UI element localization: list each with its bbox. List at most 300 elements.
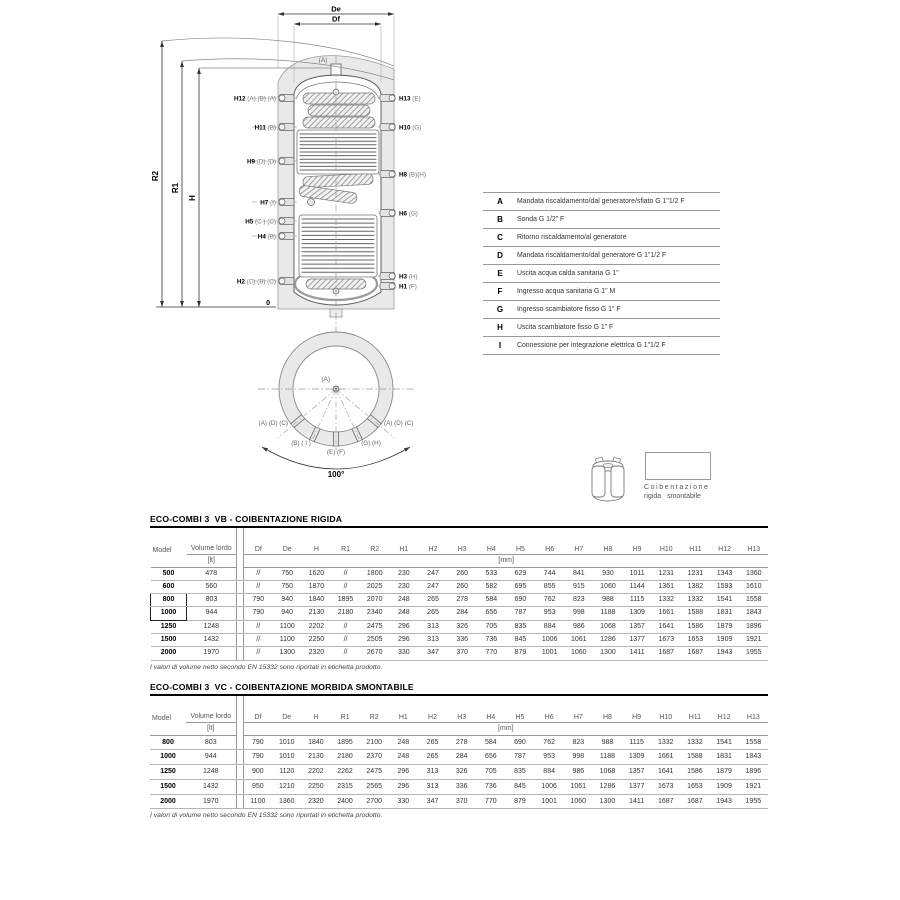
- dim-cell: 347: [418, 794, 447, 809]
- dim-cell: //: [331, 580, 360, 593]
- dim-cell: 296: [389, 765, 418, 780]
- unit-mm: [mm]: [244, 554, 769, 567]
- volume-cell: 1248: [186, 765, 236, 780]
- unit-row: [150, 722, 768, 735]
- column-separator: [237, 607, 244, 620]
- dim-cell: 930: [593, 567, 622, 580]
- dim-cell: 370: [448, 647, 477, 660]
- legend-description: Ingresso acqua sanitaria G 1" M: [517, 287, 616, 295]
- dim-cell: 296: [389, 620, 418, 633]
- dim-cell: //: [331, 633, 360, 646]
- col-dim: H1: [389, 696, 418, 722]
- port-nozzle-cap: [279, 158, 285, 164]
- dim-cell: 1061: [564, 779, 593, 794]
- col-dim: R2: [360, 528, 389, 554]
- legend-key: C: [497, 233, 503, 242]
- legend-key: G: [496, 305, 504, 314]
- dim-cell: 770: [477, 647, 506, 660]
- port-label: H6 (G): [399, 210, 418, 218]
- dim-cell: 1558: [739, 594, 768, 607]
- legend-key: F: [497, 287, 503, 296]
- table-vb-rigid: [150, 514, 768, 671]
- col-dim: H11: [681, 528, 710, 554]
- volume-cell: 1970: [187, 647, 237, 660]
- dim-cell: 2180: [331, 607, 360, 620]
- dim-cell: 787: [505, 750, 534, 765]
- dim-cell: 313: [418, 765, 447, 780]
- dim-cell: 1909: [710, 633, 739, 646]
- legend-row: [483, 228, 720, 246]
- dim-cell: 790: [244, 594, 273, 607]
- col-dim: H6: [535, 696, 564, 722]
- dim-cell: 284: [447, 750, 476, 765]
- dim-cell: 690: [505, 735, 534, 750]
- legend-key: A: [497, 197, 503, 206]
- dim-cell: 2315: [330, 779, 359, 794]
- port-nozzle-cap: [279, 124, 285, 130]
- dim-cell: 1144: [623, 580, 652, 593]
- dim-cell: 265: [418, 750, 447, 765]
- dim-cell: 1377: [622, 779, 651, 794]
- dim-cell: 790: [243, 750, 272, 765]
- model-cell: 2000: [151, 647, 187, 660]
- dim-cell: 336: [448, 633, 477, 646]
- table-row: [150, 735, 768, 750]
- legend-description: Uscita acqua calda sanitaria G 1": [517, 269, 619, 277]
- volume-cell: 944: [186, 750, 236, 765]
- column-separator: [237, 528, 244, 567]
- col-dim: Df: [243, 696, 272, 722]
- port-label: H7 (I): [260, 199, 276, 207]
- unit-blank: [151, 554, 187, 567]
- dim-cell: 330: [389, 794, 418, 809]
- dim-cell: 2130: [301, 750, 330, 765]
- dim-cell: 247: [418, 567, 447, 580]
- model-cell: 1250: [151, 620, 187, 633]
- dim-cell: 845: [505, 779, 534, 794]
- dim-cell: 248: [389, 735, 418, 750]
- port-nozzle-cap: [389, 273, 395, 279]
- table-title: ECO-COMBI 3 VB - COIBENTAZIONE RIGIDA: [150, 514, 768, 528]
- dim-cell: 1377: [623, 633, 652, 646]
- dim-cell: 1010: [272, 750, 301, 765]
- dim-cell: 1068: [593, 620, 622, 633]
- dim-cell: 1921: [739, 779, 768, 794]
- dim-cell: 988: [593, 594, 622, 607]
- insulation-plate-icon: [645, 452, 711, 480]
- dim-cell: 1588: [681, 607, 710, 620]
- port-nozzle-cap: [389, 210, 395, 216]
- dim-cell: 950: [243, 779, 272, 794]
- dim-cell: 1800: [360, 567, 389, 580]
- dim-cell: 1100: [243, 794, 272, 809]
- dim-cell: 260: [448, 580, 477, 593]
- dim-cell: 248: [389, 607, 418, 620]
- legend-row: [483, 264, 720, 282]
- col-dim: H3: [447, 696, 476, 722]
- dim-cell: 986: [564, 765, 593, 780]
- dim-cell: 247: [418, 580, 447, 593]
- dim-cell: 1060: [564, 794, 593, 809]
- dim-cell: 1653: [681, 633, 710, 646]
- bottom-view-port-label: (E) (F): [326, 449, 346, 456]
- dim-cell: 1843: [739, 607, 768, 620]
- dim-cell: 1921: [739, 633, 768, 646]
- dim-cell: 762: [535, 594, 564, 607]
- dim-cell: 1831: [710, 750, 739, 765]
- col-model: Model: [152, 715, 172, 722]
- port-label: H4 (B): [257, 233, 276, 241]
- col-volume: Volume lordo: [186, 696, 236, 722]
- port-label: H5 (C ) (C): [245, 218, 276, 226]
- model-cell: 1500: [151, 633, 187, 646]
- dim-cell: 1955: [739, 794, 768, 809]
- col-dim: H11: [680, 696, 709, 722]
- dim-cell: 953: [535, 607, 564, 620]
- dim-cell: 265: [418, 594, 447, 607]
- dim-cell: 988: [593, 735, 622, 750]
- port-label: H12 (A) (B) (A): [234, 95, 276, 103]
- coil-band: [303, 93, 375, 104]
- port-label: H2 (C) (B) (C): [236, 278, 276, 286]
- legend-description: Mandata riscaldamento/dal generatore/sfiato G 1"1/2 F: [517, 197, 685, 205]
- dim-cell: 265: [418, 735, 447, 750]
- dim-cell: 2475: [360, 765, 389, 780]
- dim-cell: 584: [477, 594, 506, 607]
- dim-cell: 750: [273, 567, 302, 580]
- dim-cell: 1309: [623, 607, 652, 620]
- col-dim: H5: [505, 696, 534, 722]
- dim-cell: 347: [418, 647, 447, 660]
- port-label: H8 (B)(H): [399, 171, 426, 179]
- port-nozzle-cap: [279, 278, 285, 284]
- model-cell: 800: [150, 735, 186, 750]
- legend-key: E: [497, 269, 503, 278]
- model-cell: 2000: [150, 794, 186, 809]
- dim-cell: 1541: [710, 735, 739, 750]
- col-dim: H12: [710, 528, 739, 554]
- dim-cell: 1586: [681, 620, 710, 633]
- dim-cell: 326: [448, 620, 477, 633]
- dim-cell: 284: [448, 607, 477, 620]
- dim-cell: //: [244, 620, 273, 633]
- port-nozzle-cap: [389, 171, 395, 177]
- dim-cell: 915: [564, 580, 593, 593]
- dim-cell: 1001: [535, 647, 564, 660]
- dim-cell: 2400: [330, 794, 359, 809]
- dim-cell: 2202: [301, 765, 330, 780]
- col-dim: H10: [651, 696, 680, 722]
- zero-label: 0: [266, 300, 270, 307]
- volume-cell: 560: [187, 580, 237, 593]
- model-cell: 1250: [150, 765, 186, 780]
- dim-cell: 1100: [273, 633, 302, 646]
- col-dim: H3: [448, 528, 477, 554]
- h-label: H: [188, 195, 197, 201]
- dim-cell: 744: [535, 567, 564, 580]
- legend-row: [483, 336, 720, 355]
- dim-cell: 750: [273, 580, 302, 593]
- dim-cell: 1060: [564, 647, 593, 660]
- col-dim: Df: [244, 528, 273, 554]
- dim-cell: 2180: [330, 750, 359, 765]
- dim-cell: 2250: [302, 633, 331, 646]
- dim-cell: 330: [389, 647, 418, 660]
- dim-cell: 1955: [739, 647, 768, 660]
- dim-cell: 336: [447, 779, 476, 794]
- col-dim: H1: [389, 528, 418, 554]
- table-row: [151, 633, 769, 646]
- dim-cell: 2262: [330, 765, 359, 780]
- legend-row: [483, 210, 720, 228]
- dim-cell: 1286: [593, 779, 622, 794]
- dim-cell: 823: [564, 594, 593, 607]
- dim-cell: 835: [506, 620, 535, 633]
- dim-cell: 1641: [652, 620, 681, 633]
- port-nozzle-cap: [389, 124, 395, 130]
- dim-cell: 296: [389, 779, 418, 794]
- col-dim: H2: [418, 528, 447, 554]
- dim-cell: 1840: [302, 594, 331, 607]
- legend-description: Ingresso scambiatore fisso G 1" F: [517, 305, 621, 313]
- dim-cell: //: [331, 567, 360, 580]
- volume-cell: 1248: [187, 620, 237, 633]
- r2-label: R2: [151, 170, 160, 182]
- dim-cell: 953: [535, 750, 564, 765]
- insulation-caption-line2: rigida smontabile: [644, 493, 701, 500]
- dim-cell: 884: [535, 765, 564, 780]
- dim-cell: 823: [564, 735, 593, 750]
- dim-cell: 1001: [535, 794, 564, 809]
- legend-key: H: [497, 323, 503, 332]
- dim-cell: 248: [389, 594, 418, 607]
- port-nozzle-cap: [389, 283, 395, 289]
- dim-cell: //: [244, 580, 273, 593]
- dim-cell: 2700: [360, 794, 389, 809]
- dim-cell: 1360: [739, 567, 768, 580]
- col-dim: H10: [652, 528, 681, 554]
- dim-cell: 1943: [710, 647, 739, 660]
- dim-cell: 940: [273, 607, 302, 620]
- dim-cell: 1541: [710, 594, 739, 607]
- dim-cell: 1687: [652, 647, 681, 660]
- dim-cell: 1588: [680, 750, 709, 765]
- table-footnote: I valori di volume netto secondo EN 15332 sono riportati in etichetta prodotto.: [150, 663, 383, 671]
- legend-row: [483, 192, 720, 210]
- dim-cell: 940: [273, 594, 302, 607]
- dim-cell: 248: [389, 750, 418, 765]
- dim-cell: 230: [389, 580, 418, 593]
- dim-cell: 770: [476, 794, 505, 809]
- dim-cell: //: [244, 647, 273, 660]
- col-volume: Volume lordo: [187, 528, 237, 554]
- dim-cell: 2025: [360, 580, 389, 593]
- dim-cell: 326: [447, 765, 476, 780]
- dim-cell: 1210: [272, 779, 301, 794]
- legend-row: [483, 300, 720, 318]
- dim-cell: 1120: [272, 765, 301, 780]
- dim-cell: 2320: [302, 647, 331, 660]
- dim-cell: 2202: [302, 620, 331, 633]
- r1-label: R1: [171, 182, 180, 194]
- dim-cell: 1332: [680, 735, 709, 750]
- dim-cell: 582: [477, 580, 506, 593]
- col-dim: De: [272, 696, 301, 722]
- dim-cell: 1895: [331, 594, 360, 607]
- port-label: H9 (D) (D): [246, 158, 276, 166]
- dim-cell: 1010: [272, 735, 301, 750]
- dim-cell: 1011: [623, 567, 652, 580]
- dim-cell: 1641: [651, 765, 680, 780]
- dim-cell: 1586: [680, 765, 709, 780]
- legend-description: Uscita scambiatore fisso G 1" F: [517, 323, 614, 331]
- dim-cell: 1895: [330, 735, 359, 750]
- dim-cell: 1411: [622, 794, 651, 809]
- port-nozzle-cap: [279, 199, 285, 205]
- coil-connector: [308, 199, 315, 206]
- dim-cell: //: [331, 620, 360, 633]
- model-cell: 800: [151, 594, 187, 607]
- dim-cell: 2505: [360, 633, 389, 646]
- column-separator: [236, 765, 243, 780]
- dim-cell: 1896: [739, 765, 768, 780]
- dim-cell: 1188: [593, 750, 622, 765]
- column-separator: [237, 594, 244, 607]
- dim-cell: 1231: [681, 567, 710, 580]
- dim-cell: 656: [477, 607, 506, 620]
- dim-cell: 2130: [302, 607, 331, 620]
- dim-cell: 1840: [301, 735, 330, 750]
- insulation-caption-line1: Coibentazione: [644, 484, 710, 491]
- column-separator: [236, 750, 243, 765]
- col-dim: H8: [593, 528, 622, 554]
- dim-cell: 629: [506, 567, 535, 580]
- dim-cell: 1558: [739, 735, 768, 750]
- dim-cell: 1309: [622, 750, 651, 765]
- col-dim: H9: [622, 696, 651, 722]
- port-nozzle-cap: [279, 95, 285, 101]
- volume-cell: 478: [187, 567, 237, 580]
- table-row: [150, 765, 768, 780]
- dim-cell: 1673: [651, 779, 680, 794]
- dim-cell: 1360: [272, 794, 301, 809]
- col-model: Model: [152, 547, 172, 554]
- dimension-table: [150, 696, 768, 809]
- volume-cell: 1970: [186, 794, 236, 809]
- col-dim: H6: [535, 528, 564, 554]
- dim-cell: 1943: [710, 794, 739, 809]
- legend-description: Sonda G 1/2" F: [517, 215, 565, 223]
- table-row: [150, 794, 768, 809]
- legend-row: [483, 246, 720, 264]
- top-port-label: (A): [318, 57, 328, 64]
- model-cell: 1000: [150, 750, 186, 765]
- dim-cell: 1300: [593, 647, 622, 660]
- dim-cell: 879: [506, 647, 535, 660]
- dim-cell: 736: [476, 779, 505, 794]
- dim-cell: 879: [505, 794, 534, 809]
- dim-cell: 1361: [652, 580, 681, 593]
- dim-cell: //: [331, 647, 360, 660]
- unit-mm: [mm]: [243, 722, 768, 735]
- table-row: [151, 647, 769, 660]
- column-separator: [237, 647, 244, 660]
- col-dim: H13: [739, 528, 768, 554]
- col-dim: R1: [330, 696, 359, 722]
- volume-cell: 1432: [186, 779, 236, 794]
- legend-key: I: [498, 341, 502, 350]
- dim-cell: 2370: [360, 750, 389, 765]
- dim-cell: 845: [506, 633, 535, 646]
- unit-blank: [150, 722, 186, 735]
- legend-row: [483, 282, 720, 300]
- table-row: [151, 594, 769, 607]
- dim-cell: 1879: [710, 765, 739, 780]
- dim-cell: 1100: [273, 620, 302, 633]
- bottom-view-port-label: (G) (H): [361, 440, 381, 447]
- dim-cell: 1357: [622, 765, 651, 780]
- unit-lt: [lt]: [186, 722, 236, 735]
- dim-cell: 1661: [652, 607, 681, 620]
- col-dim: H9: [623, 528, 652, 554]
- table-row: [151, 580, 769, 593]
- insulation-shells-icon: [586, 455, 630, 503]
- dim-cell: 1687: [680, 794, 709, 809]
- header-row: [151, 528, 769, 554]
- dim-cell: 313: [418, 633, 447, 646]
- bottom-view-port-label: (A) (D) (C): [258, 420, 288, 427]
- dim-cell: 1673: [652, 633, 681, 646]
- dim-cell: 835: [505, 765, 534, 780]
- dim-cell: 1115: [623, 594, 652, 607]
- volume-cell: 803: [187, 594, 237, 607]
- dim-cell: 1300: [593, 794, 622, 809]
- col-dim: H8: [593, 696, 622, 722]
- dim-cell: 790: [244, 607, 273, 620]
- dim-cell: 884: [535, 620, 564, 633]
- col-dim: H7: [564, 528, 593, 554]
- dim-cell: 584: [476, 735, 505, 750]
- model-cell: 1000: [151, 607, 187, 620]
- legend-description: Mandata riscaldamento/dal generatore G 1"1/2 F: [517, 251, 667, 259]
- dim-cell: 2565: [360, 779, 389, 794]
- dim-cell: 695: [506, 580, 535, 593]
- dim-cell: 1411: [623, 647, 652, 660]
- dimension-table: [150, 528, 768, 661]
- dim-cell: 533: [477, 567, 506, 580]
- tank-diagram: [145, 5, 435, 500]
- col-dim: H2: [418, 696, 447, 722]
- dim-cell: 900: [243, 765, 272, 780]
- dim-cell: 690: [506, 594, 535, 607]
- bottom-view-port-label: (B) ( I ): [291, 440, 311, 447]
- coil-band: [308, 105, 370, 116]
- table-row: [151, 567, 769, 580]
- port-nozzle-cap: [389, 95, 395, 101]
- dim-cell: 1357: [623, 620, 652, 633]
- column-separator: [237, 567, 244, 580]
- dim-cell: 278: [447, 735, 476, 750]
- dim-cell: 1909: [710, 779, 739, 794]
- dim-cell: 1661: [651, 750, 680, 765]
- dim-cell: 787: [506, 607, 535, 620]
- col-dim: H4: [477, 528, 506, 554]
- dim-cell: 656: [476, 750, 505, 765]
- column-separator: [237, 620, 244, 633]
- column-separator: [236, 735, 243, 750]
- dim-cell: 260: [448, 567, 477, 580]
- dim-cell: 230: [389, 567, 418, 580]
